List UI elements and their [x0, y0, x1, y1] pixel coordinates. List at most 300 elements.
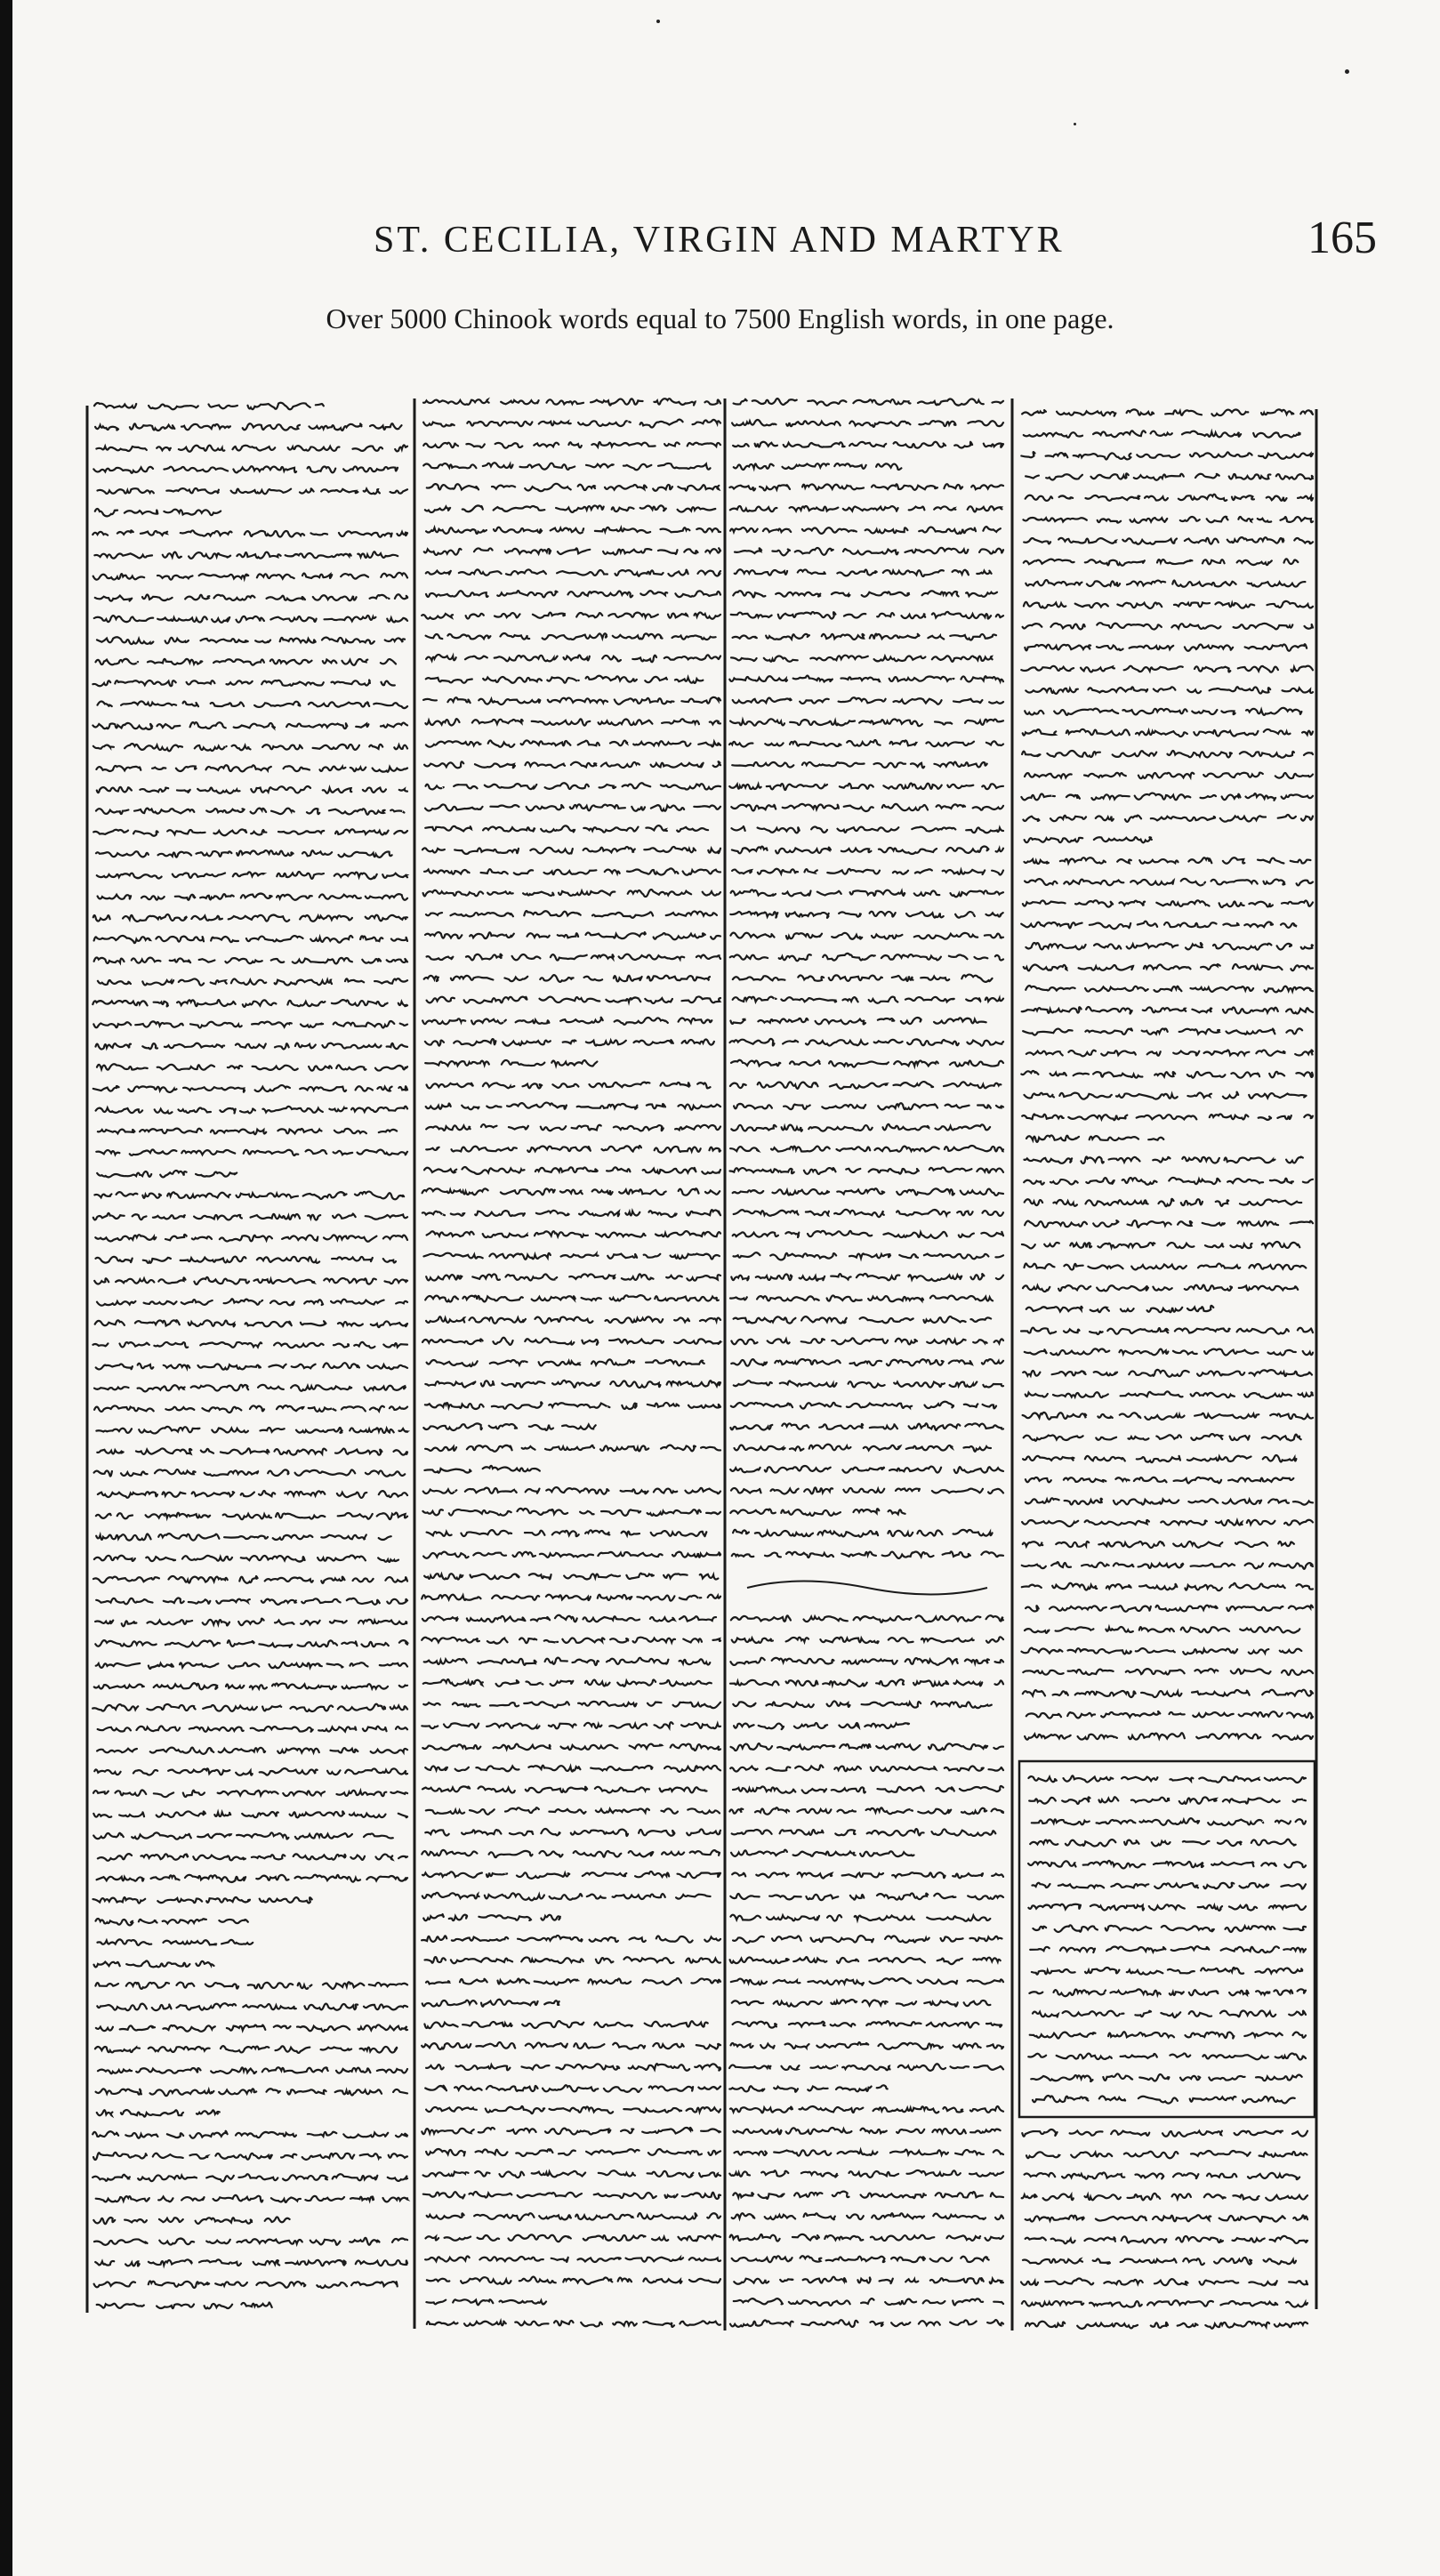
shorthand-line: [425, 1766, 720, 1772]
shorthand-line: [96, 1534, 391, 1541]
shorthand-line: [1023, 1370, 1312, 1377]
shorthand-line: [1030, 2032, 1306, 2038]
shorthand-line: [426, 740, 720, 746]
shorthand-line: [422, 1018, 712, 1025]
shorthand-line: [426, 783, 721, 789]
shorthand-line: [96, 1513, 407, 1520]
shorthand-line: [1024, 964, 1313, 970]
shorthand-line: [93, 1342, 408, 1348]
shorthand-line: [93, 829, 407, 835]
shorthand-line: [734, 1252, 1004, 1260]
shorthand-line: [93, 1832, 393, 1839]
shorthand-line: [427, 1083, 711, 1089]
shorthand-line: [733, 1936, 1002, 1943]
shorthand-line: [1026, 943, 1313, 950]
shorthand-line: [95, 594, 407, 600]
shorthand-line: [730, 1167, 1004, 1173]
shorthand-line: [731, 656, 993, 662]
shorthand-line: [93, 1576, 407, 1583]
shorthand-line: [731, 1850, 914, 1857]
shorthand-line: [98, 1939, 253, 1945]
shorthand-line: [730, 1466, 1003, 1473]
shorthand-line: [734, 2277, 1003, 2284]
shorthand-line: [1024, 537, 1313, 544]
shorthand-line: [1026, 1050, 1313, 1056]
shorthand-line: [734, 1723, 909, 1729]
shorthand-line: [734, 398, 1003, 406]
shorthand-line: [425, 1295, 719, 1301]
shorthand-line: [96, 1919, 248, 1925]
shorthand-line: [1029, 1989, 1306, 1996]
shorthand-line: [423, 420, 720, 428]
shorthand-line: [94, 2238, 407, 2245]
shorthand-line: [96, 2195, 407, 2202]
shorthand-line: [1022, 409, 1313, 415]
shorthand-line: [427, 2277, 720, 2284]
shorthand-line: [730, 1509, 905, 1516]
shorthand-line: [422, 1893, 711, 1901]
shorthand-line: [422, 1936, 720, 1943]
shorthand-line: [425, 825, 708, 833]
shorthand-line: [423, 1552, 720, 1558]
shorthand-line: [97, 2110, 220, 2117]
shorthand-line: [97, 1171, 237, 1177]
shorthand-line: [422, 1210, 720, 1217]
shorthand-line: [1026, 986, 1313, 992]
shorthand-line: [1025, 1348, 1313, 1355]
shorthand-line: [1026, 1477, 1293, 1484]
shorthand-line: [426, 676, 704, 683]
shorthand-line: [733, 975, 993, 982]
shorthand-line: [1026, 1606, 1313, 1612]
shorthand-line: [98, 1129, 397, 1135]
shorthand-line: [426, 1807, 720, 1815]
shorthand-line: [426, 911, 717, 918]
shorthand-line: [95, 1640, 407, 1647]
shorthand-line: [1026, 580, 1305, 587]
shorthand-line: [424, 975, 710, 982]
shorthand-line: [730, 1957, 1001, 1964]
shorthand-line: [1023, 1413, 1313, 1420]
shorthand-line: [730, 719, 1003, 726]
shorthand-line: [97, 1064, 407, 1070]
shorthand-line: [1032, 1818, 1306, 1825]
shorthand-line: [1021, 1328, 1313, 1334]
shorthand-line: [93, 466, 398, 473]
shorthand-line: [730, 1039, 1004, 1046]
shorthand-line: [730, 1295, 993, 1301]
shorthand-line: [735, 2150, 1004, 2156]
shorthand-line: [734, 1381, 1003, 1388]
shorthand-line: [96, 765, 407, 772]
shorthand-line: [1022, 1242, 1299, 1248]
shorthand-line: [96, 850, 392, 857]
shorthand-line: [426, 1316, 720, 1324]
shorthand-line: [426, 2149, 720, 2156]
shorthand-line: [423, 1679, 712, 1686]
shorthand-line: [423, 1914, 560, 1920]
shorthand-line: [424, 868, 720, 874]
shorthand-line: [423, 463, 710, 470]
shorthand-line: [1030, 1946, 1306, 1952]
shorthand-line: [729, 784, 1003, 790]
shorthand-line: [731, 1274, 1003, 1281]
shorthand-line: [1021, 922, 1296, 930]
shorthand-line: [95, 1619, 406, 1627]
shorthand-line: [1023, 1690, 1313, 1697]
shorthand-line: [425, 719, 720, 725]
shorthand-line: [729, 2170, 1003, 2178]
shorthand-line: [427, 2213, 720, 2220]
shorthand-line: [425, 1381, 720, 1388]
shorthand-line: [1026, 1498, 1313, 1504]
shorthand-line: [94, 2281, 398, 2288]
shorthand-line: [425, 505, 715, 512]
shorthand-line: [1023, 1542, 1294, 1548]
shorthand-line: [424, 761, 720, 768]
shorthand-line: [1023, 623, 1313, 629]
shorthand-line: [730, 1915, 990, 1921]
shorthand-line: [423, 1253, 720, 1260]
shorthand-line: [422, 1722, 720, 1728]
shorthand-line: [732, 1637, 1003, 1643]
shorthand-line: [425, 2085, 720, 2092]
shorthand-line: [1022, 1520, 1313, 1526]
shorthand-line: [425, 1957, 721, 1963]
shorthand-line: [1023, 1285, 1298, 1292]
shorthand-line: [730, 1893, 1003, 1900]
shorthand-line: [98, 978, 407, 986]
shorthand-line: [95, 1320, 407, 1327]
shorthand-line: [1021, 666, 1313, 672]
shorthand-line: [734, 1316, 992, 1324]
shorthand-line: [732, 826, 1004, 833]
shorthand-line: [1024, 517, 1314, 523]
shorthand-line: [426, 1274, 720, 1280]
shorthand-line: [730, 954, 1003, 961]
shorthand-line: [426, 633, 716, 640]
shorthand-line: [97, 637, 405, 644]
shorthand-line: [426, 2299, 546, 2305]
chapter-title: ST. CECILIA, VIRGIN AND MARTYR: [374, 220, 1065, 261]
shorthand-line: [425, 1402, 720, 1409]
shorthand-line: [423, 1702, 720, 1708]
shorthand-line: [1024, 559, 1299, 565]
shorthand-line: [96, 445, 407, 451]
shorthand-line: [422, 1872, 720, 1879]
shorthand-line: [1025, 1264, 1307, 1270]
shorthand-line: [1028, 1775, 1306, 1783]
shorthand-line: [732, 1551, 1003, 1558]
shorthand-line: [1022, 1562, 1313, 1569]
shorthand-line: [95, 509, 221, 516]
shorthand-line: [730, 1765, 1003, 1771]
shorthand-line: [730, 1658, 1003, 1665]
shorthand-line: [423, 1487, 720, 1494]
shorthand-line: [731, 612, 1003, 619]
shorthand-line: [730, 933, 1003, 939]
shorthand-line: [733, 2021, 1002, 2027]
shorthand-line: [96, 2025, 407, 2031]
shorthand-line: [1022, 1115, 1313, 1121]
shorthand-line: [1022, 751, 1313, 758]
shorthand-line: [97, 872, 407, 879]
shorthand-line: [1026, 2322, 1307, 2329]
shorthand-line: [1022, 2300, 1307, 2306]
shorthand-line: [1025, 837, 1152, 842]
shorthand-line: [94, 1961, 214, 1968]
shorthand-line: [1033, 2096, 1295, 2104]
shorthand-line: [1026, 473, 1313, 479]
insert-box: [1019, 1761, 1315, 2117]
shorthand-line: [93, 1000, 407, 1007]
shorthand-line: [730, 527, 1001, 534]
shorthand-line: [731, 1615, 1003, 1622]
shorthand-line: [427, 1231, 720, 1237]
shorthand-line: [730, 506, 1002, 511]
shorthand-line: [733, 1786, 1003, 1793]
shorthand-line: [1025, 857, 1311, 864]
shorthand-line: [731, 890, 1003, 897]
shorthand-line: [732, 2000, 991, 2007]
shorthand-line: [422, 2042, 720, 2049]
shorthand-line: [422, 1744, 720, 1751]
shorthand-line: [730, 1146, 1003, 1152]
shorthand-line: [730, 2320, 1003, 2327]
shorthand-line: [427, 954, 720, 961]
shorthand-line: [97, 786, 407, 793]
shorthand-line: [97, 1299, 407, 1305]
shorthand-line: [96, 1107, 407, 1114]
shorthand-line: [93, 1704, 407, 1711]
shorthand-line: [98, 488, 408, 494]
shorthand-line: [423, 2170, 720, 2178]
shorthand-line: [730, 912, 1002, 918]
shorthand-line: [1021, 2278, 1307, 2285]
shorthand-line: [93, 573, 407, 580]
shorthand-line: [1022, 1648, 1302, 1654]
shorthand-line: [735, 1445, 992, 1452]
shorthand-line: [729, 740, 1003, 746]
page-number: 165: [1307, 213, 1377, 263]
shorthand-line: [95, 2046, 397, 2053]
shorthand-line: [423, 890, 720, 897]
shorthand-line: [426, 1146, 720, 1153]
shorthand-line: [94, 551, 398, 559]
shorthand-line: [427, 996, 720, 1002]
shorthand-line: [98, 701, 408, 708]
shorthand-line: [426, 1978, 720, 1985]
shorthand-line: [96, 1662, 407, 1669]
shorthand-line: [733, 1188, 1003, 1195]
shorthand-line: [94, 1768, 407, 1775]
shorthand-line: [1022, 1007, 1313, 1014]
shorthand-line: [98, 1726, 407, 1731]
shorthand-line: [1023, 815, 1313, 822]
shorthand-line: [730, 2106, 1003, 2113]
shorthand-line: [426, 569, 720, 576]
shorthand-line: [97, 1748, 407, 1754]
shorthand-line: [729, 2085, 887, 2091]
shorthand-line: [734, 463, 902, 470]
shorthand-line: [1026, 2151, 1307, 2158]
shorthand-line: [98, 2067, 407, 2073]
shorthand-line: [426, 655, 720, 662]
shorthand-line: [731, 1124, 990, 1131]
page-caption: Over 5000 Chinook words equal to 7500 English words, in one page.: [326, 302, 1114, 334]
shorthand-line: [733, 442, 1003, 448]
shorthand-line: [422, 1188, 720, 1195]
shorthand-line: [730, 1082, 1002, 1089]
shorthand-line: [95, 423, 401, 431]
shorthand-line: [731, 1060, 1003, 1067]
shorthand-line: [424, 1466, 539, 1473]
shorthand-line: [733, 1701, 992, 1708]
shorthand-line: [93, 744, 407, 751]
shorthand-line: [96, 1257, 397, 1263]
shorthand-line: [94, 616, 407, 623]
shorthand-line: [93, 1897, 312, 1904]
shorthand-line: [98, 894, 407, 900]
shorthand-line: [1026, 495, 1313, 501]
shorthand-line: [1025, 1156, 1303, 1163]
shorthand-line: [732, 2213, 1003, 2219]
shorthand-line: [93, 2153, 407, 2160]
shorthand-line: [422, 2000, 559, 2007]
shorthand-line: [1025, 879, 1313, 886]
shorthand-line: [427, 1359, 704, 1366]
shorthand-line: [93, 722, 407, 729]
shorthand-line: [94, 1469, 406, 1477]
shorthand-line: [424, 1574, 718, 1580]
shorthand-line: [96, 1149, 407, 1155]
shorthand-line: [94, 403, 324, 410]
shorthand-line: [427, 1530, 707, 1536]
shorthand-line: [97, 1875, 407, 1882]
shorthand-line: [732, 2256, 989, 2262]
shorthand-line: [1028, 1904, 1306, 1911]
shorthand-line: [1026, 687, 1313, 694]
shorthand-line: [98, 1491, 407, 1498]
shorthand-line: [1025, 1627, 1299, 1633]
shorthand-line: [422, 1786, 707, 1792]
shorthand-line: [1023, 1455, 1296, 1462]
shorthand-line: [1022, 2129, 1307, 2137]
shorthand-line: [97, 2302, 272, 2308]
shorthand-line: [731, 2042, 1004, 2049]
shorthand-line: [1028, 1861, 1306, 1869]
shorthand-line: [1030, 1839, 1296, 1847]
shorthand-line: [98, 1854, 407, 1861]
shorthand-line: [731, 1978, 1003, 1985]
shorthand-line: [1023, 1028, 1302, 1034]
shorthand-line: [96, 2089, 407, 2096]
shorthand-line: [93, 1790, 407, 1797]
shorthand-line: [426, 591, 720, 597]
shorthand-line: [1024, 1434, 1301, 1441]
shorthand-line: [733, 1231, 1003, 1238]
shorthand-line: [425, 932, 720, 939]
shorthand-line: [733, 634, 996, 640]
shorthand-line: [96, 1427, 407, 1434]
shorthand-line: [422, 1850, 720, 1857]
shorthand-line: [1021, 793, 1313, 801]
shorthand-line: [423, 1423, 595, 1430]
shorthand-line: [96, 1363, 407, 1369]
shorthand-line: [1025, 644, 1307, 651]
shorthand-line: [1026, 1711, 1313, 1719]
shorthand-line: [422, 612, 720, 618]
shorthand-line: [93, 680, 394, 687]
shorthand-line: [733, 1530, 993, 1537]
shorthand-line: [422, 1595, 720, 1601]
shorthand-line: [730, 2234, 1003, 2242]
shorthand-line: [732, 847, 1003, 854]
shorthand-line: [96, 1598, 407, 1605]
shorthand-line: [97, 2003, 407, 2010]
shorthand-line: [1025, 773, 1313, 779]
shorthand-line: [1026, 2215, 1307, 2221]
shorthand-line: [731, 1487, 1003, 1493]
shorthand-line: [733, 2128, 1000, 2134]
shorthand-line: [426, 527, 720, 534]
shorthand-line: [733, 591, 997, 597]
shorthand-line: [1026, 1306, 1214, 1312]
shorthand-line: [97, 1448, 407, 1454]
shorthand-line: [732, 762, 986, 769]
shorthand-line: [93, 530, 407, 536]
shorthand-line: [425, 1060, 597, 1067]
shorthand-line: [1023, 2258, 1296, 2265]
shorthand-line: [732, 1872, 1003, 1878]
shorthand-line: [426, 2234, 721, 2242]
shorthand-line: [1031, 2073, 1301, 2081]
shorthand-line: [94, 1683, 407, 1689]
shorthand-line: [1025, 1092, 1307, 1099]
shorthand-line: [730, 1423, 1003, 1430]
shorthand-line: [94, 1277, 407, 1284]
shorthand-line: [1025, 708, 1301, 715]
shorthand-line: [424, 2021, 707, 2028]
shorthand-line: [731, 1359, 1003, 1366]
shorthand-line: [1033, 2010, 1306, 2017]
shorthand-line: [731, 1402, 996, 1409]
shorthand-line: [425, 1445, 720, 1452]
shorthand-line: [426, 1103, 720, 1110]
shorthand-line: [730, 1679, 1003, 1686]
shorthand-line: [422, 1638, 720, 1644]
shorthand-line: [1024, 1178, 1313, 1185]
shorthand-line: [1024, 601, 1313, 608]
shorthand-line: [93, 1213, 407, 1220]
shorthand-line: [1023, 900, 1313, 907]
shorthand-line: [95, 2259, 407, 2266]
shorthand-line: [1025, 1199, 1302, 1206]
shorthand-line: [95, 1235, 407, 1242]
shorthand-line: [425, 804, 720, 810]
shorthand-line: [424, 1658, 711, 1665]
shorthand-line: [96, 659, 397, 665]
shorthand-line: [93, 2217, 289, 2224]
shorthand-line: [731, 1743, 1004, 1751]
shorthand-line: [1025, 1220, 1313, 1228]
shorthand-line: [427, 484, 720, 491]
shorthand-line: [1025, 2172, 1300, 2179]
shorthand-line: [93, 914, 407, 922]
shorthand-line: [729, 2064, 1003, 2071]
shorthand-line: [729, 1807, 1003, 1814]
shorthand-line: [1026, 1135, 1163, 1141]
